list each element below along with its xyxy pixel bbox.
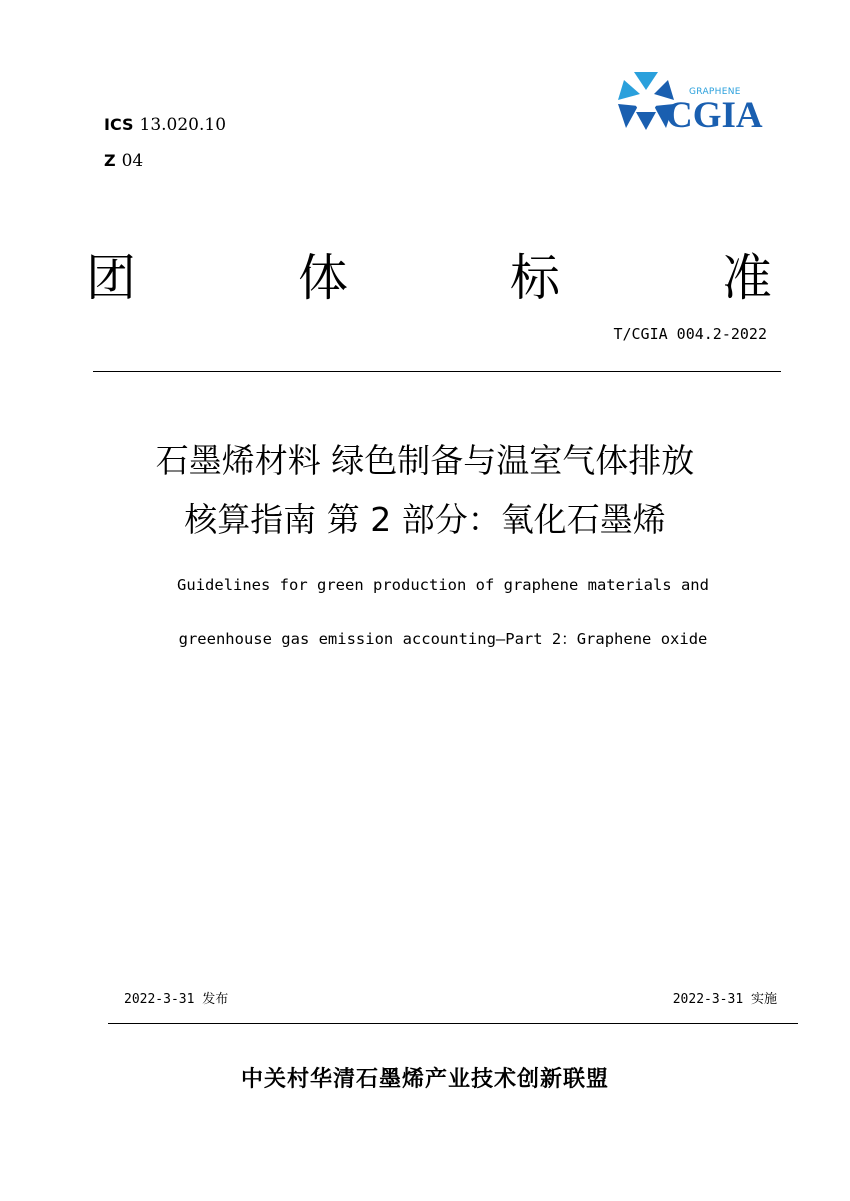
title-cn-line-2: 核算指南 第 2 部分：氧化石墨烯: [184, 500, 666, 539]
issuing-organization: 中关村华清石墨烯产业技术创新联盟: [240, 1067, 609, 1092]
publish-date: 2022-3-31 发布: [124, 992, 229, 1007]
heading-char: 团: [86, 249, 136, 307]
standard-type-heading: [86, 248, 772, 308]
ics-label: ICS: [104, 115, 134, 134]
cgia-logo: [614, 70, 764, 136]
bottom-divider: [108, 1023, 798, 1024]
implement-date: 2022-3-31 实施: [672, 992, 777, 1007]
ics-code: 13.020.10: [139, 115, 227, 135]
ccs-code: 04: [121, 151, 144, 171]
ics-code-line: [104, 114, 226, 136]
logo-cgia-text: CGIA: [666, 95, 763, 136]
title-cn-line-1: 石墨烯材料 绿色制备与温室气体排放: [155, 441, 695, 480]
logo-graphene-text: GRAPHENE: [689, 87, 741, 97]
heading-char: 体: [298, 249, 348, 307]
title-en-line-2: greenhouse gas emission accounting—Part 2：Graphene oxide: [178, 630, 708, 648]
top-divider: [93, 371, 781, 372]
heading-char: 准: [722, 249, 772, 307]
title-en-line-1: Guidelines for green production of graphene materials and: [177, 576, 709, 594]
ccs-code-line: [104, 150, 143, 172]
heading-char: 标: [510, 249, 560, 307]
ccs-label: Z: [104, 151, 116, 170]
document-number: T/CGIA 004.2-2022: [613, 325, 767, 343]
